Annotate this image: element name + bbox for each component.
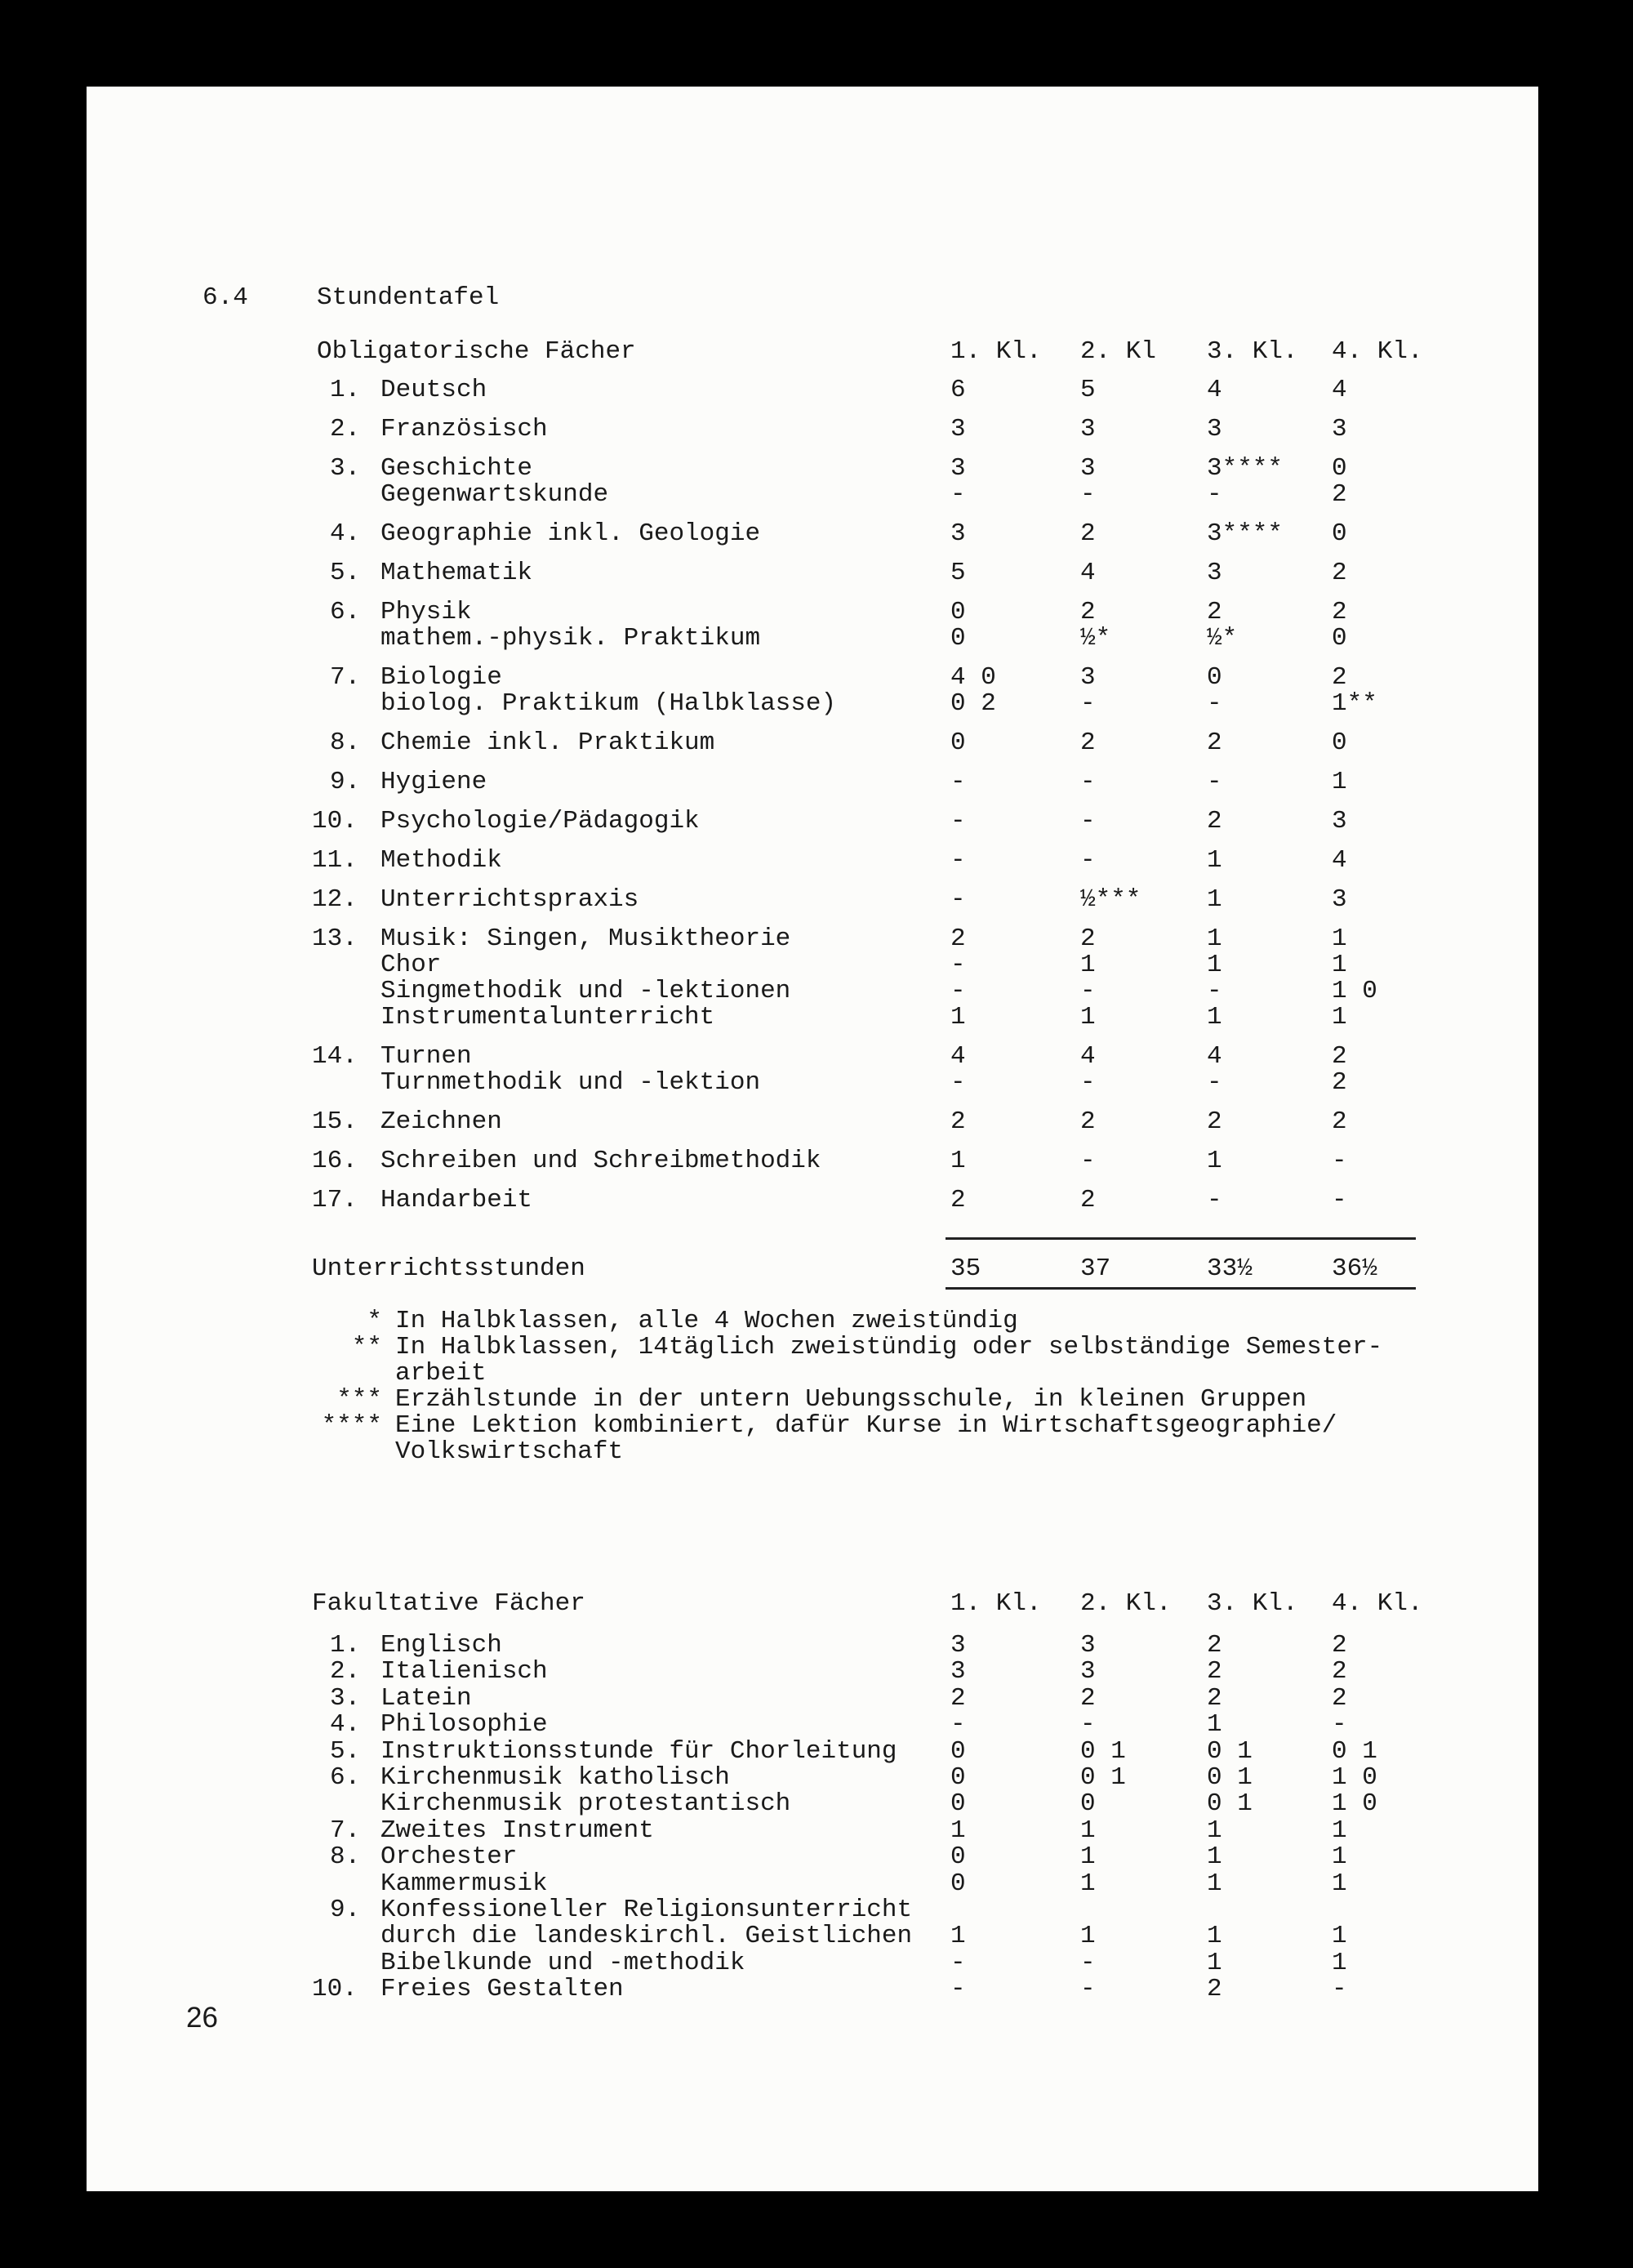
hours-cell: - [1080,1147,1096,1175]
subject-name: Italienisch [380,1657,548,1687]
row-number: 5. [330,1736,361,1766]
hours-cell: 0 1 [1207,1789,1253,1819]
hours-cell: 1 [1332,1816,1347,1845]
row-number: 3. [330,1683,361,1713]
hours-cell: 3 [1080,663,1096,692]
row-number: 15. [312,1107,358,1136]
hours-cell: ½* [1207,624,1238,653]
document-page [87,87,1538,2191]
hours-cell: 0 [950,729,966,757]
hours-cell: 0 [1332,729,1347,757]
column-header: 4. Kl. [1332,337,1423,366]
hours-cell: 0 1 [1080,1736,1126,1766]
hours-cell: 0 [950,1842,966,1872]
hours-cell: - [1332,1975,1347,2004]
hours-cell: - [950,807,966,835]
hours-cell: - [950,480,966,509]
hours-cell: 3 [1207,415,1222,443]
page-number: 26 [186,2002,218,2034]
row-number: 2. [330,415,361,443]
hours-cell: 1** [1332,689,1377,718]
subject-name: Methodik [380,846,502,875]
hours-cell: 2 [1080,925,1096,953]
hours-cell: - [1080,1948,1096,1977]
footnote-mark: ** [351,1333,382,1361]
hours-cell: 3 [950,519,966,548]
column-header: 4. Kl. [1332,1589,1423,1618]
hours-cell: - [950,1710,966,1740]
hours-cell: 4 [1332,376,1347,404]
hours-cell: - [950,1948,966,1977]
hours-cell: 0 [950,1763,966,1792]
hours-cell: 1 [1332,1869,1347,1898]
total-rule [946,1237,1416,1240]
hours-cell: 4 0 [950,663,996,692]
hours-cell: - [1332,1186,1347,1214]
hours-cell: 2 [950,1186,966,1214]
subject-name: biolog. Praktikum (Halbklasse) [380,689,837,718]
hours-cell: - [1207,1068,1222,1097]
hours-cell: 2 [1080,519,1096,548]
hours-cell: 0 1 [1207,1736,1253,1766]
footnote-text: Erzählstunde in der untern Uebungsschule, in kleinen Gruppen [395,1385,1307,1414]
footnote-mark: **** [321,1411,382,1440]
row-number: 5. [330,559,361,587]
row-number: 12. [312,885,358,914]
total-underline [946,1287,1416,1290]
hours-cell: 4 [1207,376,1222,404]
total-value: 35 [950,1254,981,1283]
row-number: 14. [312,1042,358,1071]
hours-cell: 3 [950,1631,966,1660]
row-number: 8. [330,729,361,757]
hours-cell: 1 [1207,1948,1222,1977]
hours-cell: 4 [950,1042,966,1071]
row-number: 9. [330,768,361,796]
hours-cell: 1 [1332,925,1347,953]
hours-cell: 2 [1332,1107,1347,1136]
row-number: 3. [330,454,361,483]
row-number: 10. [312,807,358,835]
subject-name: Latein [380,1683,472,1713]
row-number: 7. [330,1816,361,1845]
subject-name: Kirchenmusik katholisch [380,1763,730,1792]
hours-cell: 1 [1207,925,1222,953]
subject-name: Singmethodik und -lektionen [380,977,791,1005]
column-header: 3. Kl. [1207,1589,1298,1618]
hours-cell: 2 [1207,1975,1222,2004]
row-number: 8. [330,1842,361,1872]
hours-cell: 4 [1332,846,1347,875]
footnote-text: In Halbklassen, alle 4 Wochen zweistündig [395,1307,1018,1335]
hours-cell: 3**** [1207,454,1284,483]
footnote-mark: * [367,1307,382,1335]
total-value: 33½ [1207,1254,1253,1283]
subject-name: durch die landeskirchl. Geistlichen [380,1922,913,1951]
row-number: 17. [312,1186,358,1214]
hours-cell: - [950,846,966,875]
subject-name: Gegenwartskunde [380,480,609,509]
subject-name: Philosophie [380,1710,548,1740]
hours-cell: - [1080,689,1096,718]
hours-cell: 1 [1080,1003,1096,1032]
subject-name: Biologie [380,663,502,692]
row-number: 6. [330,1763,361,1792]
hours-cell: 1 0 [1332,1789,1377,1819]
row-number: 16. [312,1147,358,1175]
subject-name: Englisch [380,1631,502,1660]
hours-cell: - [1207,768,1222,796]
footnote-text: Volkswirtschaft [395,1437,624,1466]
hours-cell: ½*** [1080,885,1141,914]
hours-cell: 5 [950,559,966,587]
row-number: 6. [330,598,361,626]
hours-cell: 2 [1080,729,1096,757]
hours-cell: - [950,951,966,979]
hours-cell: 1 [1332,768,1347,796]
hours-cell: 3 [950,415,966,443]
hours-cell: 1 [1207,1003,1222,1032]
hours-cell: 2 [1207,1683,1222,1713]
subject-name: Kammermusik [380,1869,548,1898]
hours-cell: - [1207,480,1222,509]
hours-cell: 1 [1207,1869,1222,1898]
hours-cell: 3 [1080,454,1096,483]
subject-name: Bibelkunde und -methodik [380,1948,745,1977]
hours-cell: 6 [950,376,966,404]
hours-cell: - [1080,1975,1096,2004]
footnote-text: In Halbklassen, 14täglich zweistündig oder selbständige Semester- [395,1333,1383,1361]
hours-cell: 2 [1207,1657,1222,1687]
total-label: Unterrichtsstunden [312,1254,585,1283]
hours-cell: - [1332,1147,1347,1175]
subject-name: Musik: Singen, Musiktheorie [380,925,791,953]
subject-name: Deutsch [380,376,487,404]
subject-name: Zeichnen [380,1107,502,1136]
hours-cell: 1 [1207,1922,1222,1951]
subject-name: Chemie inkl. Praktikum [380,729,715,757]
subject-name: Orchester [380,1842,518,1872]
hours-cell: 0 [1332,519,1347,548]
hours-cell: - [1080,977,1096,1005]
hours-cell: - [1207,1186,1222,1214]
subject-name: Französisch [380,415,548,443]
hours-cell: 0 [1207,663,1222,692]
hours-cell: 0 [950,1736,966,1766]
subject-name: Turnen [380,1042,472,1071]
hours-cell: 1 [1207,1147,1222,1175]
hours-cell: 2 [1332,559,1347,587]
hours-cell: 1 [1207,951,1222,979]
subject-name: Geschichte [380,454,533,483]
subject-name: Unterrichtspraxis [380,885,639,914]
hours-cell: - [1080,846,1096,875]
hours-cell: 3 [950,454,966,483]
hours-cell: 2 [950,925,966,953]
hours-cell: 1 0 [1332,1763,1377,1792]
hours-cell: 1 [1207,1842,1222,1872]
hours-cell: 2 [1332,1068,1347,1097]
hours-cell: - [1080,768,1096,796]
hours-cell: 1 [1332,1948,1347,1977]
hours-cell: 1 [1207,846,1222,875]
subject-name: Turnmethodik und -lektion [380,1068,761,1097]
hours-cell: 4 [1080,1042,1096,1071]
column-header: 3. Kl. [1207,337,1298,366]
hours-cell: 3 [1080,1631,1096,1660]
hours-cell: 1 [1080,1816,1096,1845]
hours-cell: 2 [1080,1683,1096,1713]
hours-cell: 1 [1207,1816,1222,1845]
hours-cell: - [1207,689,1222,718]
hours-cell: - [950,885,966,914]
hours-cell: 2 [1207,598,1222,626]
table-header-label: Obligatorische Fächer [317,337,636,366]
hours-cell: 2 [1080,598,1096,626]
hours-cell: 1 [1080,1842,1096,1872]
hours-cell: 1 [1207,885,1222,914]
hours-cell: - [1080,1710,1096,1740]
subject-name: Instrumentalunterricht [380,1003,715,1032]
hours-cell: 2 [1080,1186,1096,1214]
hours-cell: 1 [1332,1842,1347,1872]
hours-cell: 0 [950,598,966,626]
hours-cell: 0 [1332,624,1347,653]
subject-name: Handarbeit [380,1186,533,1214]
footnote-mark: *** [336,1385,382,1414]
hours-cell: 2 [1207,729,1222,757]
hours-cell: - [1207,977,1222,1005]
hours-cell: 1 [1080,1869,1096,1898]
subject-name: Mathematik [380,559,533,587]
hours-cell: 2 [1207,807,1222,835]
total-value: 37 [1080,1254,1111,1283]
section-title: Stundentafel [317,283,500,312]
hours-cell: 1 0 [1332,977,1377,1005]
row-number: 4. [330,1710,361,1740]
hours-cell: 2 [1207,1107,1222,1136]
hours-cell: 2 [1332,1657,1347,1687]
section-number: 6.4 [202,283,248,312]
hours-cell: 4 [1080,559,1096,587]
hours-cell: 1 [1332,1922,1347,1951]
hours-cell: 3 [1332,807,1347,835]
hours-cell: 0 1 [1332,1736,1377,1766]
row-number: 13. [312,925,358,953]
hours-cell: 2 [950,1683,966,1713]
subject-name: Physik [380,598,472,626]
subject-name: Chor [380,951,442,979]
hours-cell: 2 [1332,1683,1347,1713]
subject-name: Psychologie/Pädagogik [380,807,700,835]
hours-cell: 1 [1207,1710,1222,1740]
row-number: 10. [312,1975,358,2004]
row-number: 9. [330,1896,361,1924]
column-header: 2. Kl. [1080,1589,1172,1618]
footnote-text: Eine Lektion kombiniert, dafür Kurse in Wirtschaftsgeographie/ [395,1411,1337,1440]
hours-cell: 2 [950,1107,966,1136]
hours-cell: 0 [1080,1789,1096,1819]
subject-name: Kirchenmusik protestantisch [380,1789,791,1819]
hours-cell: 0 2 [950,689,996,718]
hours-cell: ½* [1080,624,1111,653]
hours-cell: 3 [1207,559,1222,587]
subject-name: Schreiben und Schreibmethodik [380,1147,821,1175]
hours-cell: 2 [1332,1042,1347,1071]
hours-cell: 1 [1332,1003,1347,1032]
hours-cell: 2 [1207,1631,1222,1660]
hours-cell: 1 [950,1816,966,1845]
hours-cell: - [950,1068,966,1097]
hours-cell: 1 [1332,951,1347,979]
hours-cell: 3 [1332,415,1347,443]
hours-cell: 1 [950,1147,966,1175]
hours-cell: 2 [1332,480,1347,509]
hours-cell: - [1080,807,1096,835]
hours-cell: 0 [1332,454,1347,483]
hours-cell: 0 1 [1080,1763,1126,1792]
footnote-text: arbeit [395,1359,487,1388]
hours-cell: 4 [1207,1042,1222,1071]
hours-cell: - [950,768,966,796]
hours-cell: 2 [1332,663,1347,692]
column-header: 1. Kl. [950,337,1042,366]
hours-cell: 0 [950,624,966,653]
column-header: 1. Kl. [950,1589,1042,1618]
subject-name: Konfessioneller Religionsunterricht [380,1896,913,1924]
row-number: 2. [330,1657,361,1687]
subject-name: Instruktionsstunde für Chorleitung [380,1736,897,1766]
hours-cell: 1 [950,1922,966,1951]
hours-cell: 2 [1080,1107,1096,1136]
hours-cell: - [950,1975,966,2004]
column-header: 2. Kl [1080,337,1157,366]
hours-cell: 3 [1332,885,1347,914]
hours-cell: 0 1 [1207,1763,1253,1792]
hours-cell: 5 [1080,376,1096,404]
row-number: 4. [330,519,361,548]
hours-cell: 1 [1080,951,1096,979]
hours-cell: 3**** [1207,519,1284,548]
hours-cell: 2 [1332,1631,1347,1660]
hours-cell: 2 [1332,598,1347,626]
row-number: 1. [330,376,361,404]
subject-name: mathem.-physik. Praktikum [380,624,761,653]
hours-cell: 1 [950,1003,966,1032]
hours-cell: 0 [950,1789,966,1819]
table-header-label: Fakultative Fächer [312,1589,585,1618]
hours-cell: 3 [950,1657,966,1687]
hours-cell: - [1080,1068,1096,1097]
hours-cell: 0 [950,1869,966,1898]
row-number: 7. [330,663,361,692]
hours-cell: 3 [1080,1657,1096,1687]
hours-cell: - [1332,1710,1347,1740]
hours-cell: - [950,977,966,1005]
subject-name: Freies Gestalten [380,1975,624,2004]
hours-cell: 3 [1080,415,1096,443]
row-number: 1. [330,1631,361,1660]
subject-name: Hygiene [380,768,487,796]
total-value: 36½ [1332,1254,1377,1283]
hours-cell: 1 [1080,1922,1096,1951]
row-number: 11. [312,846,358,875]
subject-name: Geographie inkl. Geologie [380,519,761,548]
hours-cell: - [1080,480,1096,509]
subject-name: Zweites Instrument [380,1816,654,1845]
